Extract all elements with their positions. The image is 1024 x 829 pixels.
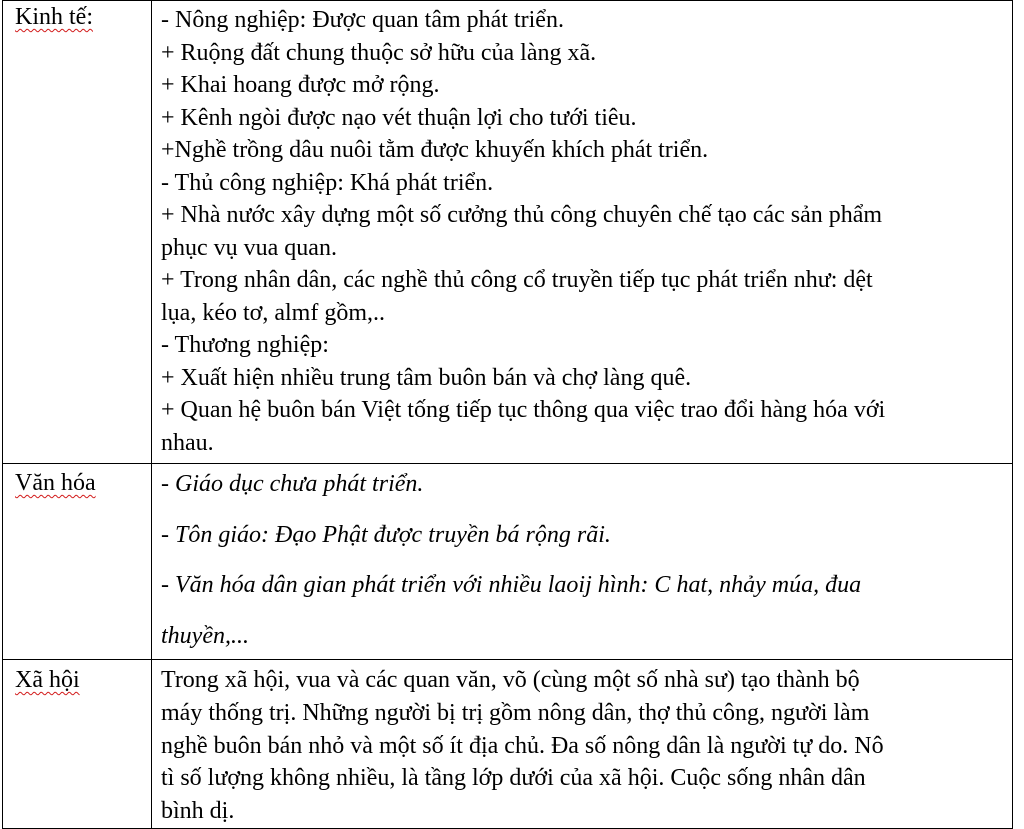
economy-line: phục vụ vua quan. — [161, 234, 337, 261]
row-label-society: Xã hội — [15, 667, 80, 693]
culture-content-cell[interactable] — [152, 464, 1013, 660]
table-row-society — [3, 660, 1013, 829]
society-line: nghề buôn bán nhỏ và một số ít địa chủ. Đa số nông dân là người tự do. Nô — [161, 732, 884, 759]
economy-line: lụa, kéo tơ, almf gồm,.. — [161, 299, 385, 326]
economy-line: + Ruộng đất chung thuộc sở hữu của làng xã. — [161, 39, 597, 66]
culture-line: - Giáo dục chưa phát triển. — [161, 471, 424, 497]
row-label-cell[interactable] — [3, 464, 152, 660]
row-label-culture: Văn hóa — [15, 470, 96, 496]
economy-line: - Thương nghiệp: — [161, 332, 329, 358]
society-line: bình dị. — [161, 798, 235, 825]
economy-line: + Trong nhân dân, các nghề thủ công cổ truyền tiếp tục phát triển như: dệt — [161, 267, 873, 293]
society-content-cell[interactable] — [152, 660, 1013, 829]
society-line: máy thống trị. Những người bị trị gồm nông dân, thợ thủ công, người làm — [161, 699, 870, 726]
economy-line: + Xuất hiện nhiều trung tâm buôn bán và chợ làng quê. — [161, 364, 692, 391]
economy-line: - Nông nghiệp: Được quan tâm phát triển. — [161, 7, 564, 33]
economy-line: + Khai hoang được mở rộng. — [161, 72, 440, 98]
row-label-cell[interactable] — [3, 660, 152, 829]
economy-line: + Kênh ngòi được nạo vét thuận lợi cho tưới tiêu. — [161, 104, 637, 131]
economy-line: + Nhà nước xây dựng một số cưởng thủ công chuyên chế tạo các sản phẩm — [161, 202, 883, 228]
economy-line: - Thủ công nghiệp: Khá phát triển. — [161, 169, 494, 196]
society-line: Trong xã hội, vua và các quan văn, võ (cùng một số nhà sư) tạo thành bộ — [161, 667, 860, 693]
table-row-culture — [3, 464, 1013, 660]
culture-line: - Tôn giáo: Đạo Phật được truyền bá rộng rãi. — [161, 521, 611, 548]
economy-line: + Quan hệ buôn bán Việt tống tiếp tục thông qua việc trao đổi hàng hóa với — [161, 397, 886, 423]
document-table — [2, 0, 1013, 829]
culture-line: thuyền,... — [161, 622, 249, 649]
table-row-economy — [3, 1, 1013, 464]
economy-line: nhau. — [161, 429, 214, 456]
economy-content-cell[interactable] — [152, 1, 1013, 464]
row-label-economy: Kinh tế: — [15, 4, 93, 30]
society-line: tì số lượng không nhiều, là tầng lớp dưới của xã hội. Cuộc sống nhân dân — [161, 765, 866, 792]
economy-line: +Nghề trồng dâu nuôi tằm được khuyến khích phát triển. — [161, 137, 709, 163]
row-label-cell[interactable] — [3, 1, 152, 464]
culture-line: - Văn hóa dân gian phát triển với nhiều laoij hình: C hat, nhảy múa, đua — [161, 572, 862, 598]
